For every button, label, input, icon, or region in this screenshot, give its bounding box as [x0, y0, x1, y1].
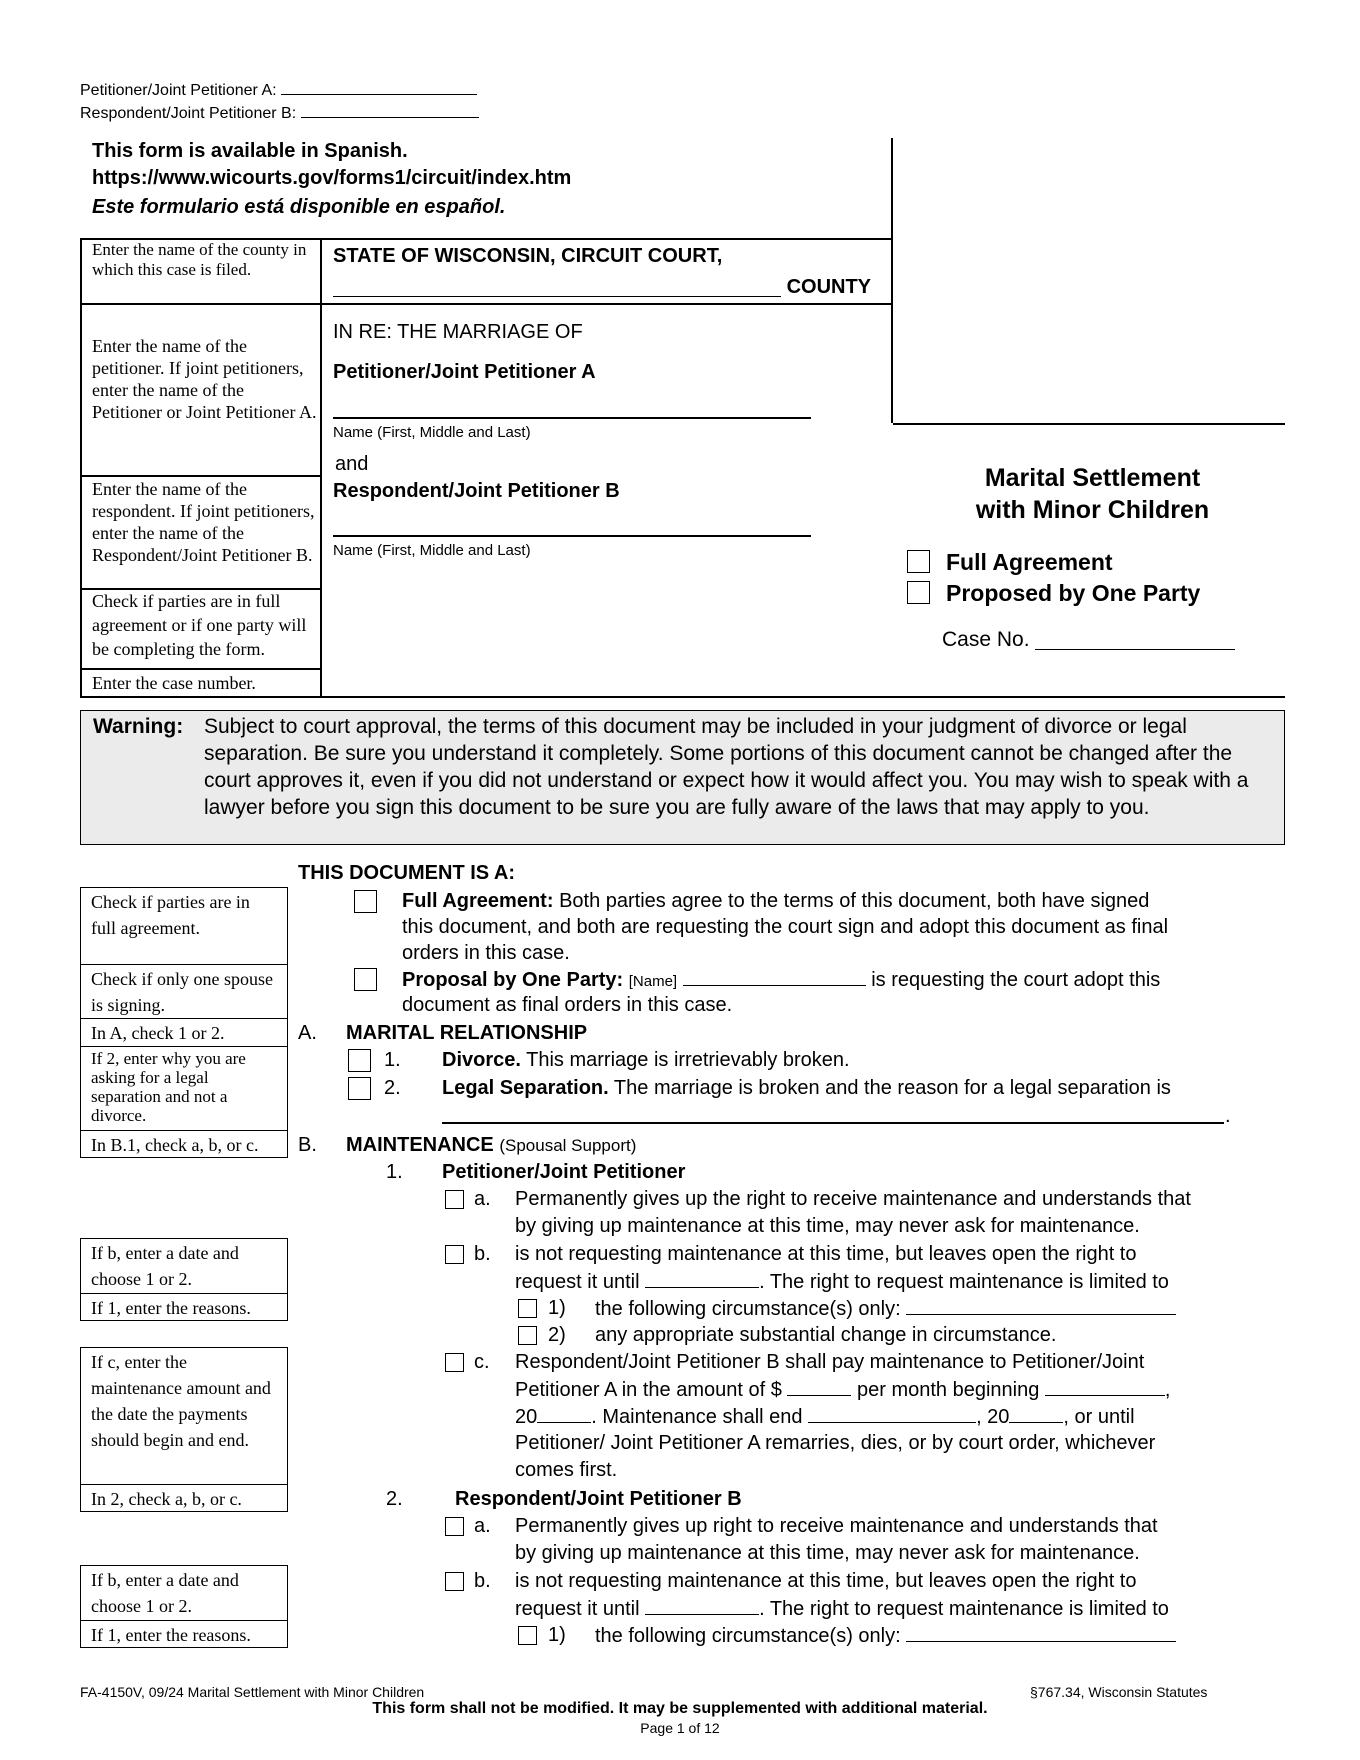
a2-num: 2. [384, 1077, 401, 1099]
case-no-field[interactable] [1035, 629, 1235, 650]
proposal-name-hint: [Name] [628, 973, 678, 990]
section-a-letter: A. [298, 1022, 317, 1044]
legal-separation-reason-field[interactable] [442, 1122, 1224, 1124]
case-no [942, 628, 1235, 652]
warning-box [80, 710, 1285, 845]
form-title [900, 462, 1285, 526]
b1c-amount-label: Petitioner A in the amount of $ [515, 1379, 782, 1401]
b1b1-line [595, 1296, 1176, 1321]
footer-statute: §767.34, Wisconsin Statutes [1030, 1684, 1208, 1700]
b1c-begin-date-field[interactable] [1045, 1377, 1165, 1396]
sidebar-one-spouse: Check if only one spouse is signing. [80, 964, 288, 1019]
divorce-line [442, 1048, 850, 1072]
b1c-end-label: . Maintenance shall end [591, 1406, 803, 1428]
section-b-letter: B. [298, 1134, 317, 1156]
b1-num: 1. [386, 1161, 403, 1183]
b1c-line-1: Respondent/Joint Petitioner B shall pay maintenance to Petitioner/Joint [515, 1351, 1145, 1373]
b1a-line-2: by giving up maintenance at this time, may never ask for maintenance. [515, 1215, 1140, 1237]
divorce-checkbox[interactable] [348, 1049, 371, 1072]
b1a-line-1: Permanently gives up the right to receive maintenance and understands that [515, 1188, 1191, 1210]
proposed-by-one-party-checkbox[interactable] [907, 581, 930, 604]
full-agreement-line-2: this document, and both are requesting the court sign and adopt this document as final [402, 916, 1169, 938]
divorce-label: Divorce. [442, 1049, 521, 1071]
proposal-line-2: document as final orders in this case. [402, 994, 733, 1016]
b1b2-num: 2) [548, 1324, 566, 1346]
b1c-beginning-label: per month beginning [856, 1379, 1040, 1401]
check-instruction: Check if parties are in full agreement or if one party will be completing the form. [92, 591, 307, 659]
b1c-year-prefix: 20 [515, 1406, 538, 1428]
b1c-end-date-field[interactable] [808, 1404, 976, 1423]
b2-num: 2. [386, 1488, 403, 1510]
legal-separation-checkbox[interactable] [348, 1077, 371, 1100]
b1b1-checkbox[interactable] [518, 1299, 537, 1318]
sidebar-if-b-2: If b, enter a date and choose 1 or 2. [80, 1565, 288, 1621]
b2b-limited-text: . The right to request maintenance is limited to [759, 1598, 1169, 1620]
b1b-until-label: request it until [515, 1271, 640, 1293]
b1c-end-year-field[interactable] [1009, 1404, 1063, 1423]
petitioner-instruction: Enter the name of the petitioner. If joint petitioners, enter the name of the Petitioner or Joint Petitioner A. [92, 336, 317, 422]
divorce-text: This marriage is irretrievably broken. [526, 1049, 850, 1071]
legal-separation-line [442, 1076, 1171, 1100]
a1-num: 1. [384, 1049, 401, 1071]
warning-text: Subject to court approval, the terms of this document may be included in your judgment of divorce or legal separation. Be sure you understand it completely. Some portions of this document cannot be changed after the court approves it, even if you did not understand or expect how it would affect you. You may wish to speak with a lawyer before you sign this document to be sure you are fully aware of the laws that may apply to you. [204, 715, 1249, 819]
petitioner-a-header-field[interactable] [281, 80, 477, 95]
b2a-checkbox[interactable] [445, 1517, 464, 1536]
respondent-b-label: Respondent/Joint Petitioner B [333, 480, 620, 502]
respondent-b-name-field[interactable] [333, 535, 811, 537]
sidebar-in-b1: In B.1, check a, b, or c. [80, 1130, 288, 1158]
sidebar-if-1-1: If 1, enter the reasons. [80, 1293, 288, 1321]
footer-form-id: FA-4150V, 09/24 Marital Settlement with Minor Children [80, 1684, 425, 1700]
respondent-b-header-field[interactable] [301, 103, 479, 118]
petitioner-a-header [80, 80, 477, 101]
respondent-b-header-label: Respondent/Joint Petitioner B: [80, 105, 297, 122]
b1b-line-1: is not requesting maintenance at this time, but leaves open the right to [515, 1243, 1137, 1265]
section-b-subtitle: (Spousal Support) [499, 1136, 637, 1155]
b1c-end-year-prefix: , 20 [976, 1406, 1010, 1428]
in-re: IN RE: THE MARRIAGE OF [333, 321, 583, 343]
sidebar-if-b-1: If b, enter a date and choose 1 or 2. [80, 1238, 288, 1294]
respondent-b-name-hint: Name (First, Middle and Last) [333, 542, 531, 559]
caption-right-border [891, 138, 893, 423]
section-b-title-text: MAINTENANCE [346, 1134, 494, 1156]
petitioner-a-header-label: Petitioner/Joint Petitioner A: [80, 82, 277, 99]
county-line [333, 274, 871, 299]
footer-page: Page 1 of 12 [640, 1720, 720, 1736]
b1c-checkbox[interactable] [445, 1353, 464, 1372]
proposed-by-one-party-option-label: Proposed by One Party [946, 580, 1201, 606]
sidebar-in-a: In A, check 1 or 2. [80, 1018, 288, 1047]
b1-title: Petitioner/Joint Petitioner [442, 1161, 686, 1183]
county-field[interactable] [333, 274, 781, 297]
sidebar-in-2: In 2, check a, b, or c. [80, 1484, 288, 1512]
petitioner-a-name-field[interactable] [333, 417, 811, 419]
b1b1-num: 1) [548, 1297, 566, 1319]
b2a-line-2: by giving up maintenance at this time, may never ask for maintenance. [515, 1542, 1140, 1564]
spanish-line-1: This form is available in Spanish. [92, 140, 408, 162]
sidebar-if-2: If 2, enter why you are asking for a legal separation and not a divorce. [80, 1046, 288, 1131]
b2b-letter: b. [474, 1570, 491, 1592]
sidebar-full-agreement: Check if parties are in full agreement. [80, 887, 288, 965]
b1b-line-2 [515, 1269, 1169, 1294]
full-agreement-checkbox[interactable] [907, 550, 930, 573]
b1b-letter: b. [474, 1243, 491, 1265]
b2a-letter: a. [474, 1515, 491, 1537]
b1a-letter: a. [474, 1188, 491, 1210]
b2b-checkbox[interactable] [445, 1572, 464, 1591]
court-line: STATE OF WISCONSIN, CIRCUIT COURT, [333, 245, 723, 267]
b1c-line-4: Petitioner/ Joint Petitioner A remarries, dies, or by court order, whichever [515, 1432, 1156, 1454]
b2b-line-1: is not requesting maintenance at this time, but leaves open the right to [515, 1570, 1137, 1592]
respondent-b-header [80, 103, 479, 124]
proposal-name-field[interactable] [683, 967, 866, 986]
county-instruction: Enter the name of the county in which this case is filed. [92, 240, 307, 279]
b1b1-reasons-field[interactable] [906, 1296, 1176, 1315]
b1b-limited-text: . The right to request maintenance is limited to [759, 1271, 1169, 1293]
b2b1-reasons-field[interactable] [906, 1623, 1176, 1642]
b2b1-text: the following circumstance(s) only: [595, 1625, 901, 1647]
and-label: and [335, 453, 369, 475]
petitioner-a-label: Petitioner/Joint Petitioner A [333, 361, 596, 383]
full-agreement-body-label: Full Agreement: [402, 890, 554, 912]
warning-label: Warning: [93, 715, 184, 738]
spanish-url: https://www.wicourts.gov/forms1/circuit/index.htm [92, 167, 572, 189]
caption-right-rule [893, 423, 1285, 425]
footer-notice: This form shall not be modified. It may be supplemented with additional material. [372, 1700, 988, 1717]
caption-left-rule-3 [80, 668, 321, 670]
b1c-amount-field[interactable] [787, 1377, 851, 1396]
case-no-label: Case No. [942, 628, 1030, 651]
petitioner-a-name-hint: Name (First, Middle and Last) [333, 424, 531, 441]
b2b1-checkbox[interactable] [518, 1626, 537, 1645]
caption-left-rule-1 [80, 475, 321, 477]
respondent-instruction: Enter the name of the respondent. If joint petitioners, enter the name of the Respondent/Joint Petitioner B. [92, 479, 315, 565]
form-title-line-2: with Minor Children [975, 496, 1210, 524]
b2a-line-1: Permanently gives up right to receive maintenance and understands that [515, 1515, 1158, 1537]
full-agreement-line-3: orders in this case. [402, 942, 570, 964]
caption-bottom-rule [80, 696, 1285, 698]
full-agreement-option-label: Full Agreement [946, 549, 1113, 575]
full-agreement-text-1: Both parties agree to the terms of this document, both have signed [559, 890, 1150, 912]
sidebar-if-1-2: If 1, enter the reasons. [80, 1620, 288, 1648]
b1b-checkbox[interactable] [445, 1245, 464, 1264]
b1a-checkbox[interactable] [445, 1190, 464, 1209]
b1c-letter: c. [474, 1351, 490, 1373]
b1c-line-5: comes first. [515, 1459, 618, 1481]
proposal-text-1: is requesting the court adopt this [871, 969, 1161, 991]
full-agreement-body-checkbox[interactable] [354, 890, 377, 913]
b1b-date-field[interactable] [645, 1269, 759, 1288]
b1c-comma: , [1164, 1379, 1171, 1401]
b2-title: Respondent/Joint Petitioner B [455, 1488, 742, 1510]
sidebar-if-c: If c, enter the maintenance amount and the date the payments should begin and end. [80, 1347, 288, 1485]
section-a-title: MARITAL RELATIONSHIP [346, 1022, 588, 1044]
b1b2-checkbox[interactable] [518, 1326, 537, 1345]
caption-left-border [80, 238, 82, 697]
proposal-label: Proposal by One Party: [402, 969, 624, 991]
b1c-begin-year-field[interactable] [537, 1404, 591, 1423]
legal-separation-text: The marriage is broken and the reason for a legal separation is [613, 1077, 1171, 1099]
caption-rule-2 [80, 303, 892, 305]
b2b-line-2 [515, 1596, 1169, 1621]
b1b1-text: the following circumstance(s) only: [595, 1298, 901, 1320]
b1c-line-3 [515, 1404, 1135, 1429]
b2b-date-field[interactable] [645, 1596, 759, 1615]
spanish-line-3: Este formulario está disponible en español. [92, 196, 506, 218]
full-agreement-line-1 [402, 889, 1149, 913]
document-is-heading: THIS DOCUMENT IS A: [298, 862, 516, 884]
form-title-line-1: Marital Settlement [984, 464, 1201, 492]
b2b1-num: 1) [548, 1624, 566, 1646]
legal-separation-period: . [1225, 1105, 1231, 1127]
b1b2-text: any appropriate substantial change in circumstance. [595, 1324, 1057, 1346]
case-instruction: Enter the case number. [92, 673, 256, 693]
legal-separation-label: Legal Separation. [442, 1077, 609, 1099]
b2b-until-label: request it until [515, 1598, 640, 1620]
county-label: COUNTY [786, 276, 872, 298]
b2b1-line [595, 1623, 1176, 1648]
proposal-one-party-checkbox[interactable] [354, 968, 377, 991]
section-b-title [346, 1133, 636, 1158]
proposal-line-1 [402, 967, 1160, 994]
b1c-line-2 [515, 1377, 1170, 1402]
b1c-or-until: , or until [1063, 1406, 1135, 1428]
